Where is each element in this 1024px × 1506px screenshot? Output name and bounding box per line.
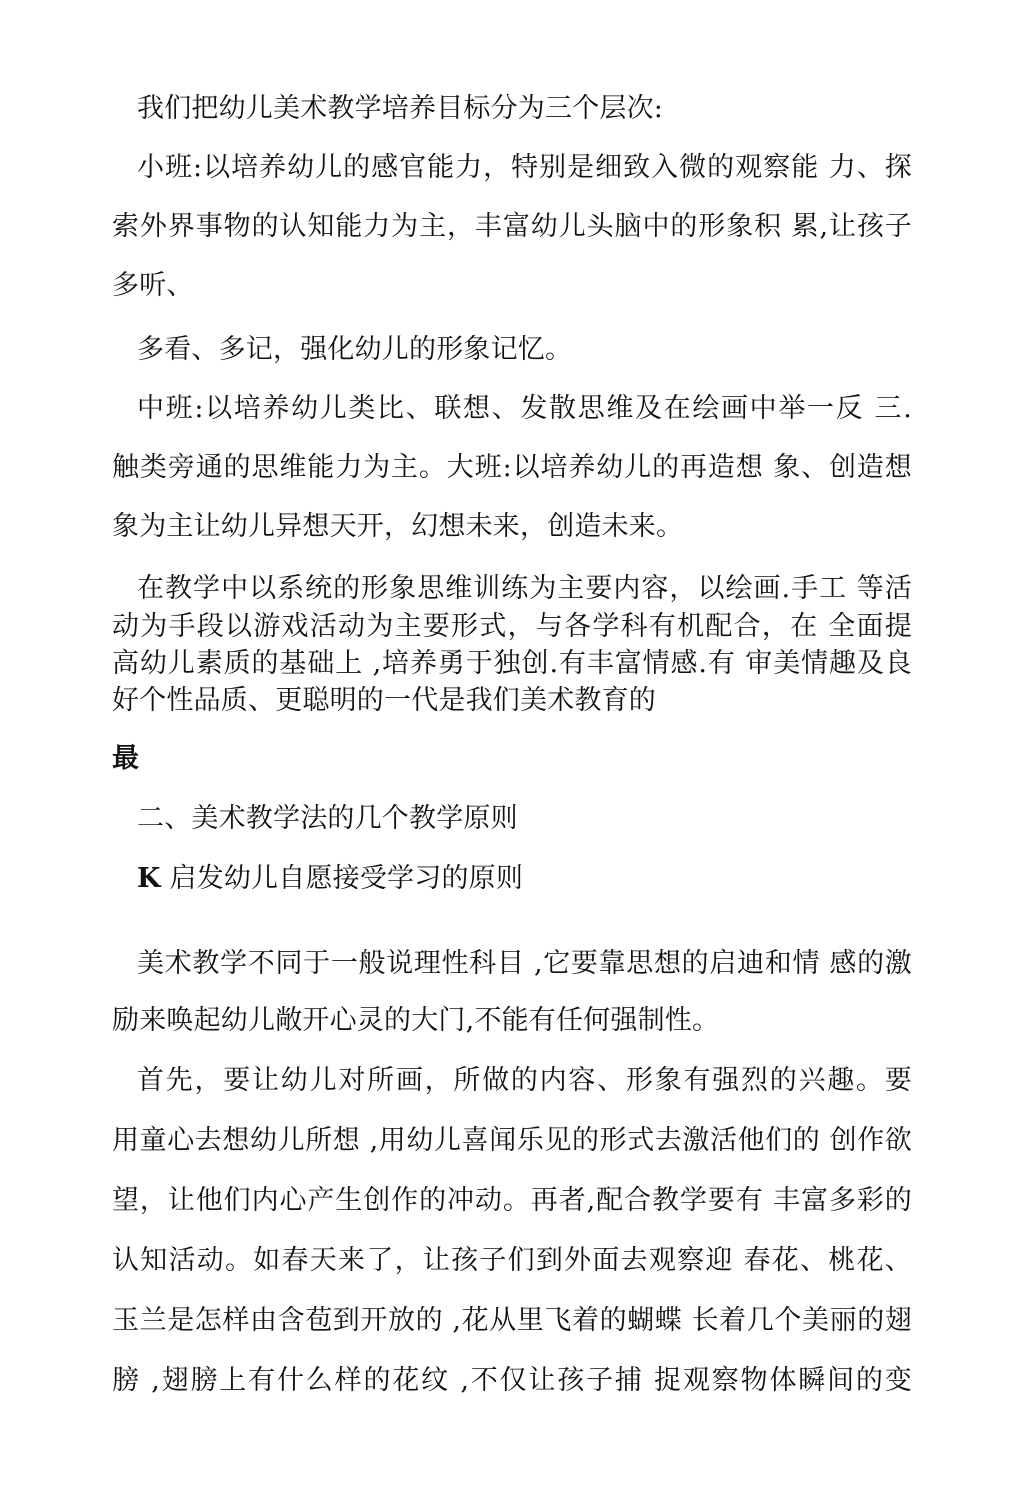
paragraph-first-line-2: 用童心去想幼儿所想 ,用幼儿喜闻乐见的形式去激活他们的 创作欲 <box>112 1125 912 1156</box>
paragraph-first-line-3: 望，让他们内心产生创作的冲动。再者,配合教学要有 丰富多彩的 <box>112 1185 912 1216</box>
subheading-marker: K <box>137 863 161 894</box>
subheading-text: 启发幼儿自愿接受学习的原则 <box>160 863 524 894</box>
paragraph-small-class-line-4: 多看、多记，强化幼儿的形象记忆。 <box>137 334 573 365</box>
paragraph-art-teaching-line-1: 美术教学不同于一般说理性科目 ,它要靠思想的启迪和情 感的激 <box>137 948 912 979</box>
paragraph-small-class-line-1: 小班:以培养幼儿的感官能力，特别是细致入微的观察能 力、探 <box>137 152 912 183</box>
paragraph-teaching-line-3: 高幼儿素质的基础上 ,培养勇于独创.有丰富情感.有 审美情趣及良 <box>112 648 912 679</box>
paragraph-small-class-line-3: 多听、 <box>112 270 194 301</box>
paragraph-goals-intro: 我们把幼儿美术教学培养目标分为三个层次: <box>137 93 664 124</box>
paragraph-teaching-line-4: 好个性品质、更聪明的一代是我们美术教育的 <box>112 685 656 716</box>
section-heading-principles: 二、美术教学法的几个教学原则 <box>137 803 518 834</box>
paragraph-middle-class-line-3: 象为主让幼儿异想天开，幻想未来，创造未来。 <box>112 511 684 542</box>
paragraph-first-line-4: 认知活动。如春天来了，让孩子们到外面去观察迎 春花、桃花、 <box>112 1245 912 1276</box>
paragraph-teaching-line-1: 在教学中以系统的形象思维训练为主要内容，以绘画.手工 等活 <box>137 573 912 604</box>
subheading-voluntary-learning <box>137 862 937 896</box>
paragraph-middle-class-line-2: 触类旁通的思维能力为主。大班:以培养幼儿的再造想 象、创造想 <box>112 452 912 483</box>
paragraph-middle-class-line-1: 中班:以培养幼儿类比、联想、发散思维及在绘画中举一反 三. <box>137 393 912 424</box>
paragraph-small-class-line-2: 索外界事物的认知能力为主，丰富幼儿头脑中的形象积 累,让孩子 <box>112 211 912 242</box>
paragraph-first-line-6: 膀 ,翅膀上有什么样的花纹 ,不仅让孩子捕 捉观察物体瞬间的变 <box>112 1365 912 1396</box>
paragraph-art-teaching-line-2: 励来唤起幼儿敞开心灵的大门,不能有任何强制性。 <box>112 1005 720 1036</box>
paragraph-first-line-1: 首先，要让幼儿对所画，所做的内容、形象有强烈的兴趣。要 <box>137 1065 912 1096</box>
isolated-bold-character: 最 <box>112 743 140 774</box>
paragraph-teaching-line-2: 动为手段以游戏活动为主要形式，与各学科有机配合，在 全面提 <box>112 611 912 642</box>
paragraph-first-line-5: 玉兰是怎样由含苞到开放的 ,花从里飞着的蝴蝶 长着几个美丽的翅 <box>112 1305 912 1336</box>
